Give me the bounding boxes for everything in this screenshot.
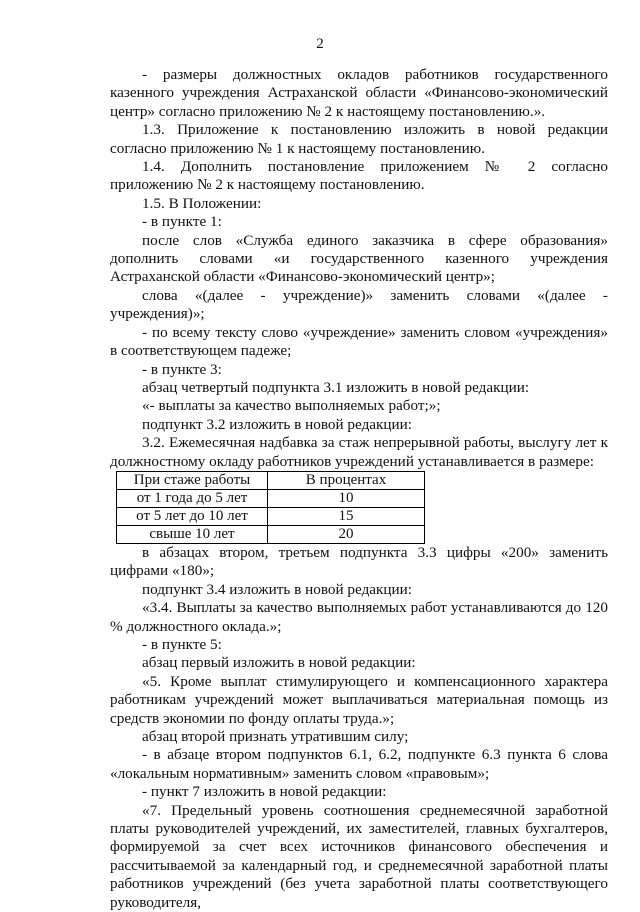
table-header-cell: В процентах bbox=[268, 471, 425, 489]
table-cell: от 5 лет до 10 лет bbox=[117, 507, 268, 525]
paragraph: «5. Кроме выплат стимулирующего и компенсационного характера работникам учреждений может выплачиваться материальная помощь из средств экономии по фонду оплаты труда.»; bbox=[110, 672, 608, 727]
seniority-table bbox=[116, 471, 425, 544]
paragraph: - пункт 7 изложить в новой редакции: bbox=[142, 783, 387, 801]
page-number: 2 bbox=[316, 36, 324, 52]
paragraph: «3.4. Выплаты за качество выполняемых работ устанавливаются до 120 % должностного оклада.»; bbox=[110, 599, 608, 635]
paragraph: слова «(далее - учреждение)» заменить словами «(далее - учреждения)»; bbox=[110, 286, 608, 323]
paragraphs-top bbox=[110, 66, 608, 471]
paragraphs-bottom bbox=[110, 544, 608, 912]
paragraph: подпункт 3.2 изложить в новой редакции: bbox=[142, 415, 413, 433]
table-row bbox=[117, 525, 425, 543]
paragraph: абзац второй признать утратившим силу; bbox=[142, 728, 409, 745]
paragraph: 3.2. Ежемесячная надбавка за стаж непрерывной работы, выслугу лет к должностному окладу работников учреждений устанавливается в размере: bbox=[110, 434, 608, 470]
paragraph: после слов «Служба единого заказчика в сфере образования» дополнить словами «и государственного казенного учреждения Астраханской области «Финансово-экономический центр»; bbox=[110, 231, 608, 286]
paragraph: в абзацах втором, третьем подпункта 3.3 цифры «200» заменить цифрами «180»; bbox=[110, 543, 608, 580]
table-cell: 15 bbox=[268, 507, 425, 525]
paragraph: - в абзаце втором подпунктов 6.1, 6.2, подпункте 6.3 пункта 6 слова «локальным нормативным» заменить словом «правовым»; bbox=[110, 746, 608, 782]
table-header-cell: При стаже работы bbox=[117, 471, 268, 489]
paragraph: 1.3. Приложение к постановлению изложить в новой редакции согласно приложению № 1 к настоящему постановлению. bbox=[110, 121, 608, 157]
table-cell: свыше 10 лет bbox=[117, 525, 268, 543]
table-header-row bbox=[117, 471, 425, 489]
paragraph: абзац первый изложить в новой редакции: bbox=[142, 654, 416, 672]
paragraph: 1.5. В Положении: bbox=[142, 194, 262, 212]
paragraph: - в пункте 3: bbox=[142, 360, 222, 378]
paragraph: - в пункте 5: bbox=[142, 635, 222, 653]
table-row bbox=[117, 489, 425, 507]
paragraph: - размеры должностных окладов работников государственного казенного учреждения Астраханской области «Финансово-экономический центр» согласно приложению № 2 к настоящему постановлению.». bbox=[110, 66, 608, 120]
table-cell: 20 bbox=[268, 525, 425, 543]
paragraph: - в пункте 1: bbox=[142, 213, 222, 231]
table-cell: 10 bbox=[268, 489, 425, 507]
paragraph: - по всему тексту слово «учреждение» заменить словом «учреждения» в соответствующем падеже; bbox=[110, 323, 608, 360]
paragraph: подпункт 3.4 изложить в новой редакции: bbox=[142, 580, 413, 598]
paragraph: абзац четвертый подпункта 3.1 изложить в новой редакции: bbox=[142, 378, 530, 396]
paragraph: «7. Предельный уровень соотношения среднемесячной заработной платы руководителей учреждений, их заместителей, главных бухгалтеров, формируемой за счет всех источников финансового обеспечения и рассчитываемой за календарный год, и среднемесячной заработной платы работников учреждений (без учета заработной платы соответствующего руководителя, bbox=[110, 801, 608, 911]
paragraph: 1.4. Дополнить постановление приложением № 2 согласно приложению № 2 к настоящему постановлению. bbox=[110, 158, 608, 194]
paragraph: «- выплаты за качество выполняемых работ;»; bbox=[142, 397, 441, 415]
table-row bbox=[117, 507, 425, 525]
document-body bbox=[110, 66, 608, 912]
table-cell: от 1 года до 5 лет bbox=[117, 489, 268, 507]
